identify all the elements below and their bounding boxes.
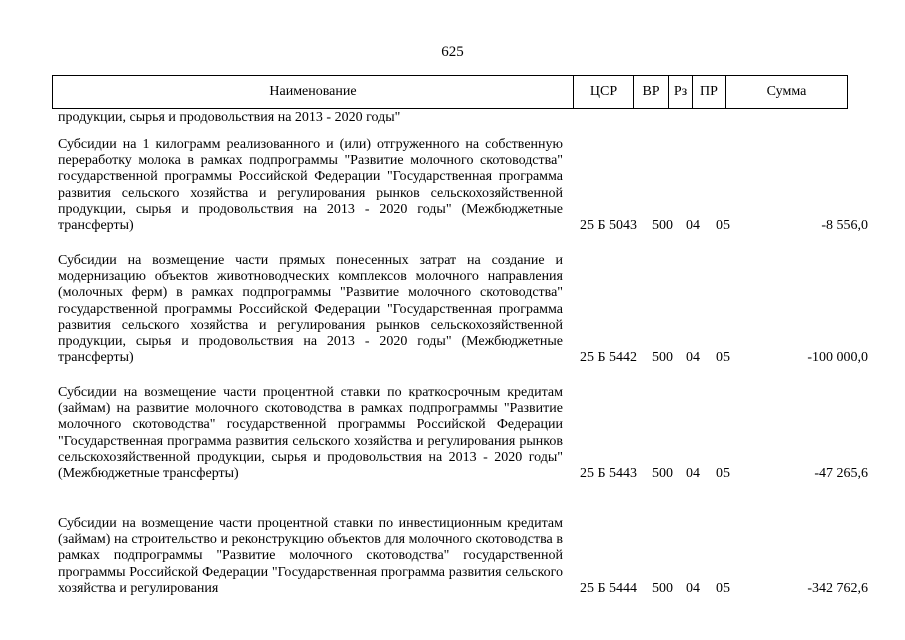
row-sum: -8 556,0	[821, 218, 868, 234]
row-vr: 500	[652, 580, 673, 596]
row-vr: 500	[652, 350, 673, 366]
header-pr: ПР	[692, 76, 725, 108]
row-pr: 05	[716, 350, 730, 366]
row-csr: 25 Б 5444	[580, 580, 638, 596]
table-header	[52, 75, 848, 109]
row-vr: 500	[652, 218, 673, 234]
header-name: Наименование	[269, 84, 357, 99]
row-name: Субсидии на возмещение части процентной ставки по краткосрочным кредитам (займам) на развитие молочного скотоводства в рамках подпрограммы "Развитие молочного скотоводства" государственной программы Российской Федерации "Государственная программа развития сельского хозяйства и регулирования рынков сельскохозяйственной продукции, сырья и продовольствия на 2013 - 2020 годы" (Межбюджетные трансферты)	[58, 385, 563, 482]
row-sum: -342 762,6	[807, 580, 868, 596]
table-row	[58, 253, 868, 366]
page-number: 625	[441, 44, 464, 60]
row-rz: 04	[686, 466, 700, 482]
row-vr: 500	[652, 466, 673, 482]
header-sum: Сумма	[725, 76, 847, 108]
continuation-text: продукции, сырья и продовольствия на 2013 - 2020 годы"	[58, 110, 401, 125]
header-vr: ВР	[633, 76, 668, 108]
row-name: Субсидии на возмещение части прямых понесенных затрат на создание и модернизацию объектов животноводческих комплексов молочного направления (молочных ферм) в рамках подпрограммы "Развитие молочного скотоводства" государственной программы Российской Федерации "Государственная программа развития сельского хозяйства и регулирования рынков сельскохозяйственной продукции, сырья и продовольствия на 2013 - 2020 годы" (Межбюджетные трансферты)	[58, 253, 563, 366]
row-sum: -47 265,6	[814, 466, 868, 482]
row-csr: 25 Б 5043	[580, 218, 638, 234]
row-sum: -100 000,0	[807, 350, 868, 366]
row-pr: 05	[716, 218, 730, 234]
row-rz: 04	[686, 350, 700, 366]
row-pr: 05	[716, 466, 730, 482]
row-rz: 04	[686, 218, 700, 234]
header-csr: ЦСР	[573, 76, 633, 108]
row-name: Субсидии на возмещение части процентной ставки по инвестиционным кредитам (займам) на строительство и реконструкцию объектов для молочного скотоводства в рамках подпрограммы "Развитие молочного скотоводства" государственной программы Российской Федерации "Государственная программа развития сельского хозяйства и регулирования	[58, 516, 563, 596]
table-row	[58, 137, 868, 234]
row-name: Субсидии на 1 килограмм реализованного и (или) отгруженного на собственную переработку молока в рамках подпрограммы "Развитие молочного скотоводства" государственной программы Российской Федерации "Государственная программа развития сельского хозяйства и регулирования рынков сельскохозяйственной продукции, сырья и продовольствия на 2013 - 2020 годы" (Межбюджетные трансферты)	[58, 137, 563, 234]
table-row	[58, 385, 868, 482]
table-row	[58, 516, 868, 597]
row-pr: 05	[716, 580, 730, 596]
row-rz: 04	[686, 580, 700, 596]
header-rz: Рз	[668, 76, 692, 108]
row-csr: 25 Б 5443	[580, 466, 638, 482]
row-csr: 25 Б 5442	[580, 350, 638, 366]
